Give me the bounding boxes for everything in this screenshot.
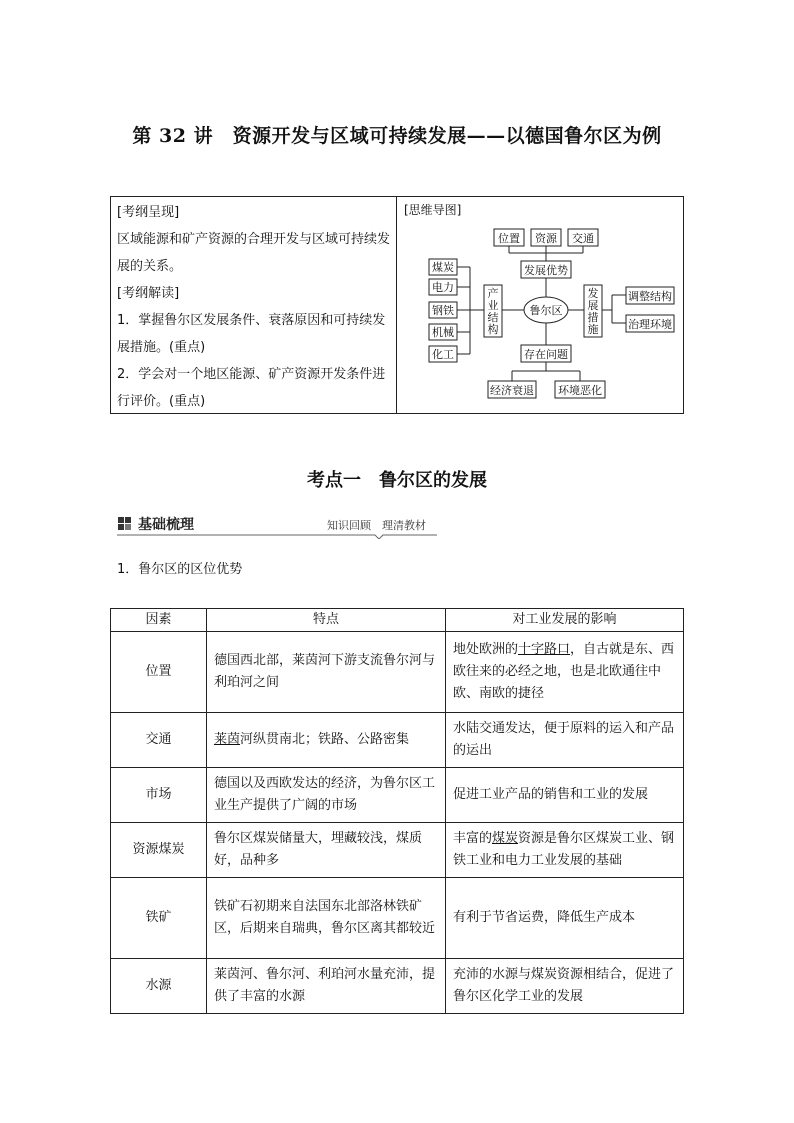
table-row [111, 713, 684, 768]
cell-factor: 铁矿 [111, 878, 207, 959]
cell-factor: 市场 [111, 768, 207, 823]
mindmap-diagram [398, 197, 683, 413]
node-problem-environment: 环境恶化 [558, 384, 602, 397]
vertical-char: 施 [587, 323, 599, 336]
cell-feature: 德国以及西欧发达的经济，为鲁尔区工业生产提供了广阔的市场 [207, 768, 446, 823]
location-advantage-table [110, 608, 684, 1014]
vertical-char: 构 [487, 323, 499, 336]
cell-impact: 有利于节省运费，降低生产成本 [446, 878, 684, 959]
cell-impact: 丰富的煤炭资源是鲁尔区煤炭工业、钢铁工业和电力工业发展的基础 [446, 823, 684, 878]
page-title: 第 32 讲 资源开发与区域可持续发展——以德国鲁尔区为例 [132, 125, 662, 147]
basics-banner [117, 513, 437, 539]
table-row [111, 768, 684, 823]
node-measure-restructure: 调整结构 [628, 290, 672, 303]
interp-item-1: 1．掌握鲁尔区发展条件、衰落原因和可持续发展措施。(重点) [117, 313, 386, 355]
header-feature: 特点 [207, 609, 446, 632]
table-row [111, 823, 684, 878]
cell-factor: 水源 [111, 959, 207, 1014]
section-title: 考点一 鲁尔区的发展 [307, 470, 487, 491]
cell-impact: 促进工业产品的销售和工业的发展 [446, 768, 684, 823]
node-industry-chemical: 化工 [432, 348, 454, 361]
outline-text: 区域能源和矿产资源的合理开发与区域可持续发展的关系。 [117, 232, 391, 274]
cell-factor: 位置 [111, 632, 207, 713]
cell-feature: 莱茵河纵贯南北；铁路、公路密集 [207, 713, 446, 768]
node-industry-power: 电力 [432, 281, 454, 294]
node-resource: 资源 [535, 232, 557, 245]
vertical-char: 展 [587, 299, 599, 312]
header-factor: 因素 [111, 609, 207, 632]
vertical-char: 结 [487, 311, 499, 324]
node-problem-economy: 经济衰退 [490, 384, 534, 397]
cell-feature: 德国西北部，莱茵河下游支流鲁尔河与利珀河之间 [207, 632, 446, 713]
banner-label: 基础梳理 [138, 517, 194, 533]
node-structure-vertical [488, 286, 499, 336]
cell-impact: 充沛的水源与煤炭资源相结合，促进了鲁尔区化学工业的发展 [446, 959, 684, 1014]
cell-factor: 资源煤炭 [111, 823, 207, 878]
cell-impact: 水陆交通发达，便于原料的运入和产品的运出 [446, 713, 684, 768]
vertical-char: 产 [487, 287, 499, 300]
syllabus-panel [111, 197, 397, 413]
intro-box [110, 196, 684, 414]
cell-impact: 地处欧洲的十字路口，自古就是东、西欧往来的必经之地，也是北欧通往中欧、南欧的捷径 [446, 632, 684, 713]
node-industry-coal: 煤炭 [432, 261, 454, 274]
vertical-char: 业 [487, 299, 499, 312]
node-measures-vertical [588, 286, 599, 336]
cell-feature: 铁矿石初期来自法国东北部洛林铁矿区，后期来自瑞典，鲁尔区离其都较近 [207, 878, 446, 959]
mindmap-panel [398, 197, 683, 413]
node-industry-machinery: 机械 [432, 326, 454, 339]
vertical-char: 发 [587, 287, 599, 300]
interp-label: [考纲解读] [117, 286, 180, 301]
table-row [111, 878, 684, 959]
table-row [111, 632, 684, 713]
subheading: 1．鲁尔区的区位优势 [117, 562, 243, 577]
header-impact: 对工业发展的影响 [446, 609, 684, 632]
table-header-row [111, 609, 684, 632]
node-advantage: 发展优势 [524, 264, 568, 277]
node-location: 位置 [498, 232, 520, 245]
cell-factor: 交通 [111, 713, 207, 768]
node-traffic: 交通 [572, 232, 594, 245]
banner-tagline: 知识回顾 理清教材 [327, 519, 426, 532]
node-industry-steel: 钢铁 [432, 304, 454, 317]
cell-feature: 莱茵河、鲁尔河、利珀河水量充沛，提供了丰富的水源 [207, 959, 446, 1014]
cell-feature: 鲁尔区煤炭储量大，埋藏较浅，煤质好，品种多 [207, 823, 446, 878]
table-row [111, 959, 684, 1014]
node-problems: 存在问题 [524, 348, 568, 361]
vertical-char: 措 [587, 311, 599, 324]
node-measure-environment: 治理环境 [628, 318, 672, 331]
outline-label: [考纲呈现] [117, 205, 180, 220]
mindmap-label: [思维导图] [404, 203, 462, 217]
node-center: 鲁尔区 [529, 304, 563, 317]
interp-item-2: 2．学会对一个地区能源、矿产资源开发条件进行评价。(重点) [117, 367, 386, 409]
